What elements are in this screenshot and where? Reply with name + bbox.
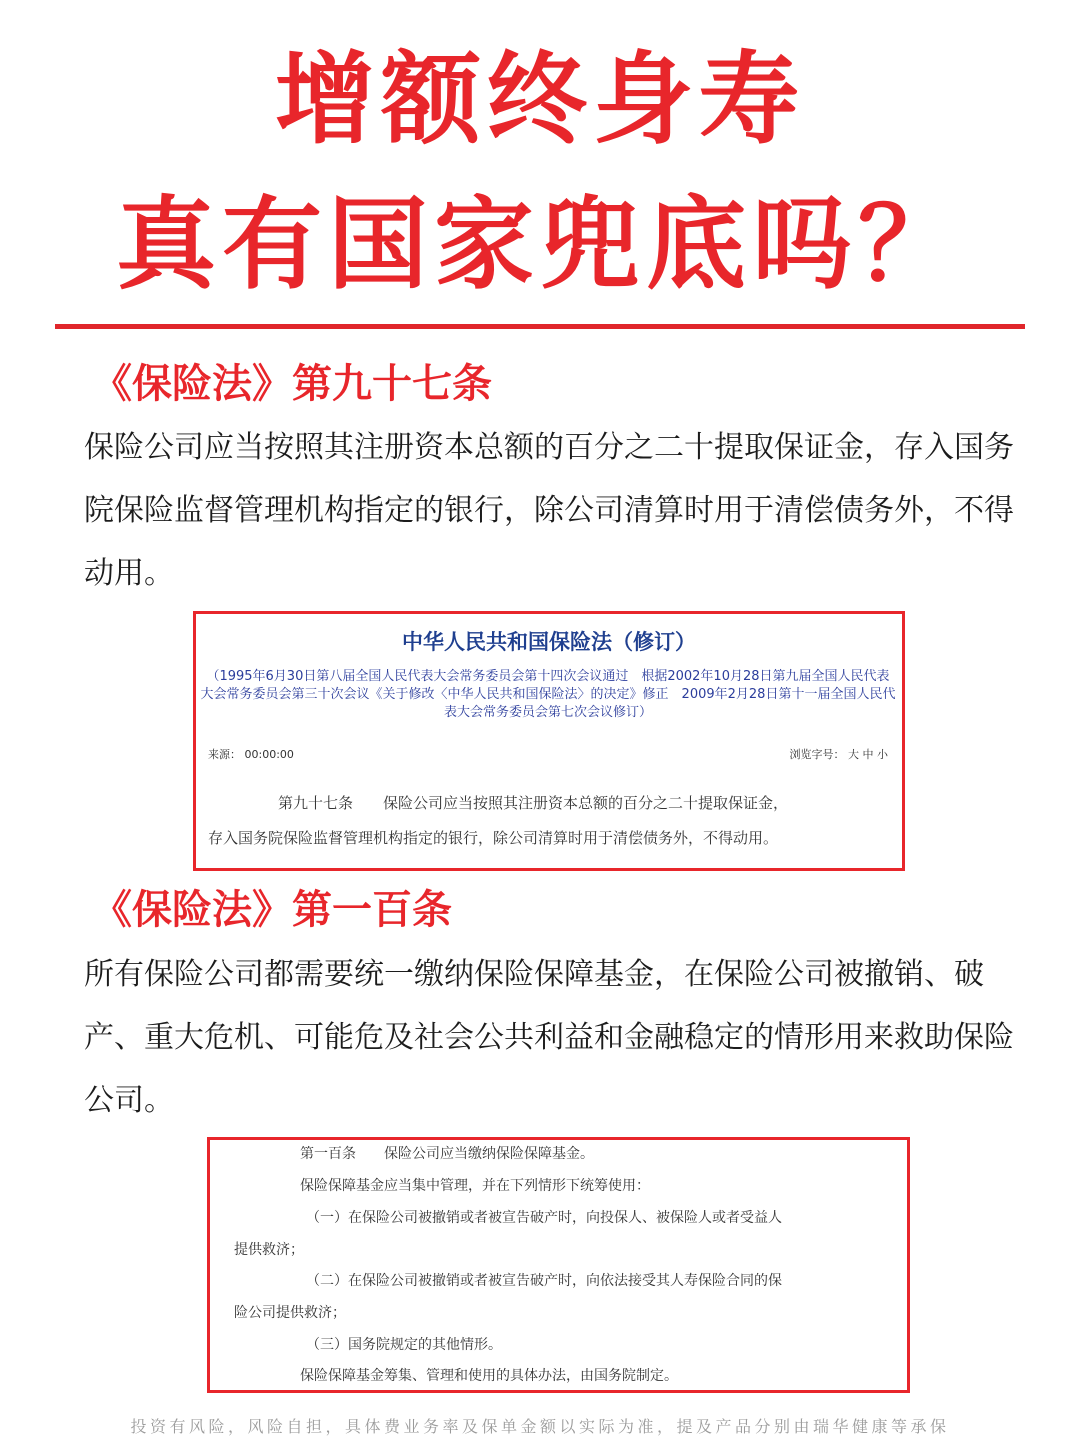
section-title-article-100: 《保险法》第一百条 [92, 887, 452, 933]
article-100-line: 保险保障基金筹集、管理和使用的具体办法，由国务院制定。 [300, 1368, 678, 1384]
main-title-line-2: 真有国家兜底吗？ [116, 186, 964, 303]
section-body-article-100: 所有保险公司都需要统一缴纳保险保障基金，在保险公司被撤销、破产、重大危机、可能危及社会公共利益和金融稳定的情形用来救助保险公司。 [84, 957, 1014, 1118]
article-100-line: 险公司提供救济； [234, 1305, 346, 1321]
article-100-line: 第一百条 保险公司应当缴纳保险保障基金。 [300, 1146, 594, 1162]
law-title: 中华人民共和国保险法（修订） [402, 629, 696, 654]
article-100-line: 保险保障基金应当集中管理，并在下列情形下统筹使用： [300, 1178, 650, 1194]
main-title-line-1: 增额终身寿 [275, 41, 805, 158]
law-screenshot-article-100 [207, 1137, 910, 1393]
font-size-options: 大 中 小 [848, 748, 888, 761]
law-revision-note: （1995年6月30日第八届全国人民代表大会常务委员会第十四次会议通过 根据2002年10月28日第九届全国人民代表大会常务委员会第三十次会议《关于修改〈中华人民共和国保险法〉的决定》修正 2009年2月28日第十一届全国人民代表大会常务委员会第七次会议修订） [200, 669, 896, 720]
section-body-article-97: 保险公司应当按照其注册资本总额的百分之二十提取保证金，存入国务院保险监督管理机构指定的银行，除公司清算时用于清偿债务外，不得动用。 [84, 430, 1014, 591]
article-97-line-2: 存入国务院保险监督管理机构指定的银行，除公司清算时用于清偿债务外，不得动用。 [208, 829, 779, 847]
article-100-line: （一）在保险公司被撤销或者被宣告破产时，向投保人、被保险人或者受益人 [306, 1210, 782, 1226]
font-size-label: 浏览字号： [789, 748, 845, 761]
article-100-line: （三）国务院规定的其他情形。 [306, 1337, 502, 1353]
source-label: 来源： [208, 748, 241, 761]
law-screenshot-article-97 [193, 611, 905, 871]
title-divider [55, 324, 1025, 329]
font-size-meta [790, 746, 889, 762]
article-100-line: 提供救济； [234, 1242, 304, 1258]
article-97-line-1: 第九十七条 保险公司应当按照其注册资本总额的百分之二十提取保证金， [278, 794, 789, 812]
footer-disclaimer: 投资有风险，风险自担，具体费业务率及保单金额以实际为准，提及产品分别由瑞华健康等承保 [130, 1417, 950, 1436]
source-time: 00:00:00 [244, 748, 294, 761]
section-title-article-97: 《保险法》第九十七条 [92, 361, 492, 407]
article-100-line: （二）在保险公司被撤销或者被宣告破产时，向依法接受其人寿保险合同的保 [306, 1273, 782, 1289]
source-meta [208, 746, 294, 762]
